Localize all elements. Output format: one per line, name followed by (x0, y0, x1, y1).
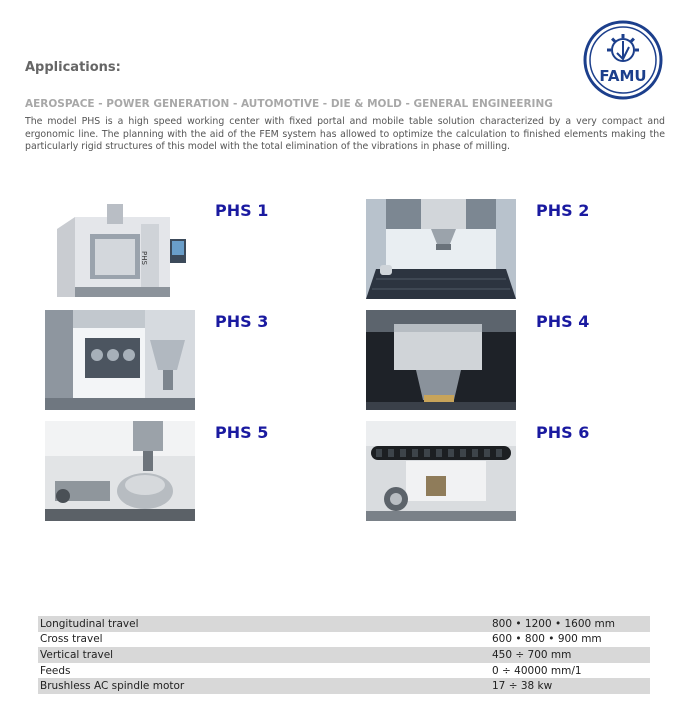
famu-logo-icon (583, 20, 663, 100)
spec-value: 0 ÷ 40000 mm/1 (492, 664, 582, 677)
intro-paragraph: The model PHS is a high speed working center with fixed portal and mobile table solution characterized by a very compact and ergonomic line. The planning with the aid of the FEM system has allowed to optimize the calculation to finished elements making the particularly rigid structures of this model with the total elimination of the vibrations in phase of milling. (25, 116, 665, 152)
table-row (38, 616, 650, 632)
product-link-phs-3[interactable]: PHS 3 (215, 312, 269, 331)
spec-value: 600 • 800 • 900 mm (492, 633, 602, 646)
table-row (38, 632, 650, 648)
table-row (38, 647, 650, 663)
phs-2-machine-image[interactable] (366, 199, 516, 299)
table-row (38, 663, 650, 679)
phs-6-machine-image[interactable] (366, 421, 516, 521)
product-link-phs-1[interactable]: PHS 1 (215, 201, 269, 220)
product-link-phs-5[interactable]: PHS 5 (215, 423, 269, 442)
spec-name: Longitudinal travel (38, 616, 490, 632)
spec-value: 450 ÷ 700 mm (490, 647, 650, 663)
spec-name: Brushless AC spindle motor (38, 678, 490, 694)
table-row (38, 678, 650, 694)
page-title: Applications: (25, 60, 121, 75)
product-link-phs-6[interactable]: PHS 6 (536, 423, 590, 442)
famu-logo (583, 20, 663, 100)
spec-name: Cross travel (40, 633, 103, 646)
spec-value: 800 • 1200 • 1600 mm (490, 616, 650, 632)
product-link-phs-4[interactable]: PHS 4 (536, 312, 590, 331)
spec-value: 17 ÷ 38 kw (490, 678, 650, 694)
spec-name: Vertical travel (38, 647, 490, 663)
phs-5-machine-image[interactable] (45, 421, 195, 521)
svg-text:PHS: PHS (140, 251, 148, 265)
spec-name: Feeds (40, 664, 71, 677)
phs-1-machine-image[interactable] (45, 199, 195, 299)
industry-sectors: AEROSPACE - POWER GENERATION - AUTOMOTIVE - DIE & MOLD - GENERAL ENGINEERING (25, 98, 553, 110)
logo-text: FAMU (599, 67, 647, 85)
product-link-phs-2[interactable]: PHS 2 (536, 201, 590, 220)
phs-3-machine-image[interactable] (45, 310, 195, 410)
phs-4-machine-image[interactable] (366, 310, 516, 410)
specs-table (38, 616, 650, 694)
